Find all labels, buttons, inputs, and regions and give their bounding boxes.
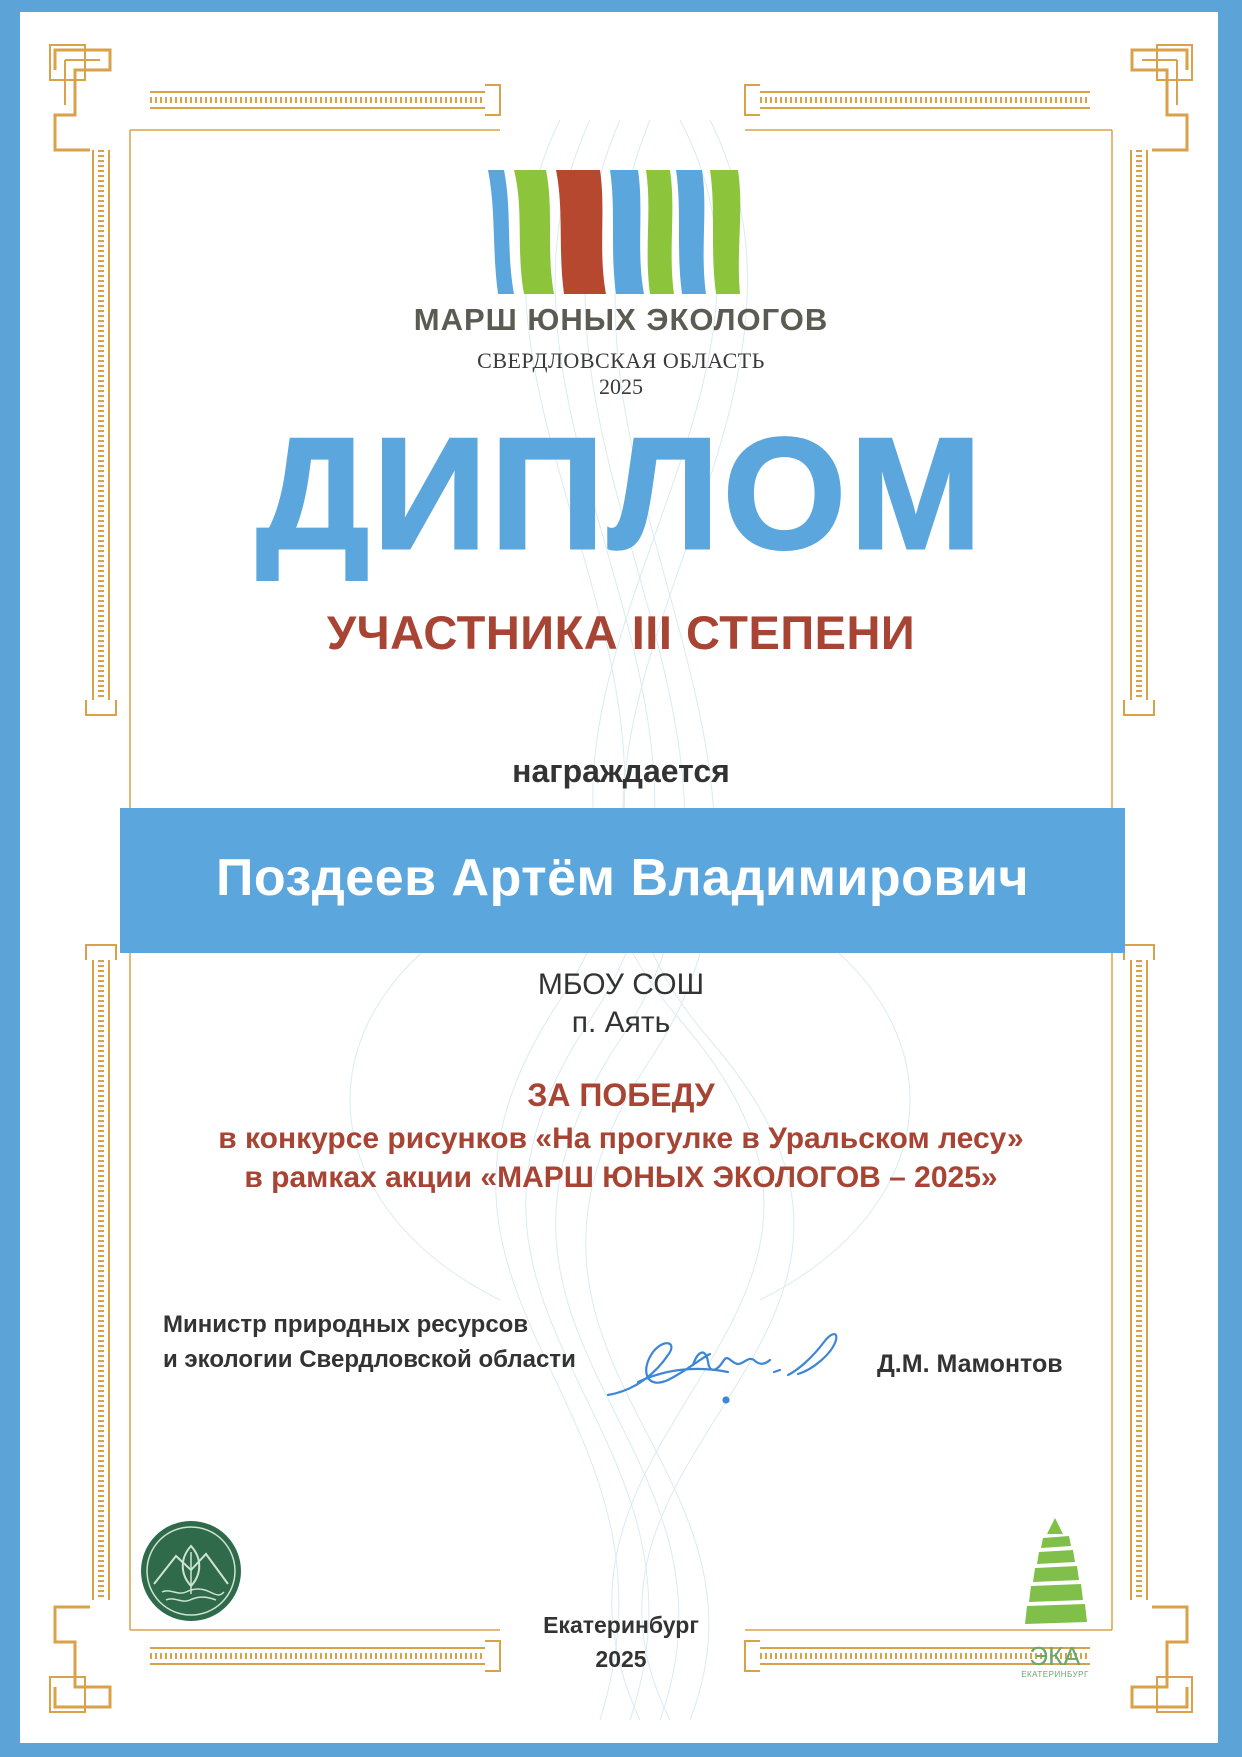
- issue-city: Екатеринбург: [543, 1612, 699, 1638]
- brand-region: СВЕРДЛОВСКАЯ ОБЛАСТЬ: [477, 348, 765, 373]
- signer-title-line-2: и экологии Свердловской области: [163, 1345, 576, 1373]
- recipient-name-band: [120, 808, 1125, 953]
- signer-title: [163, 1308, 576, 1378]
- handwritten-signature: [598, 1320, 868, 1410]
- brand-title: МАРШ ЮНЫХ ЭКОЛОГОВ: [413, 302, 829, 337]
- eka-logo-text: ЭКА: [1029, 1641, 1081, 1671]
- award-reason-contest: в конкурсе рисунков «На прогулке в Уральском лесу»: [218, 1122, 1024, 1155]
- school-name: МБОУ СОШ: [537, 968, 705, 1001]
- event-logo: [488, 170, 760, 294]
- award-reason-event: в рамках акции «МАРШ ЮНЫХ ЭКОЛОГОВ – 2025»: [244, 1161, 998, 1194]
- signer-name: Д.М. Мамонтов: [877, 1350, 1063, 1378]
- brand-year: 2025: [599, 374, 643, 399]
- award-reason-title: ЗА ПОБЕДУ: [527, 1077, 715, 1113]
- signer-title-line-1: Министр природных ресурсов: [163, 1311, 529, 1338]
- diploma-title: ДИПЛОМ: [256, 406, 986, 582]
- recipient-name: Поздеев Артём Владимирович: [215, 849, 1030, 907]
- awarded-label: награждается: [512, 753, 730, 789]
- issue-year: 2025: [595, 1646, 647, 1672]
- school-location: п. Аять: [571, 1006, 671, 1039]
- ministry-emblem: [140, 1520, 242, 1622]
- diploma-degree: УЧАСТНИКА III СТЕПЕНИ: [326, 606, 916, 659]
- eka-logo-subtext: ЕКАТЕРИНБУРГ: [1021, 1670, 1089, 1679]
